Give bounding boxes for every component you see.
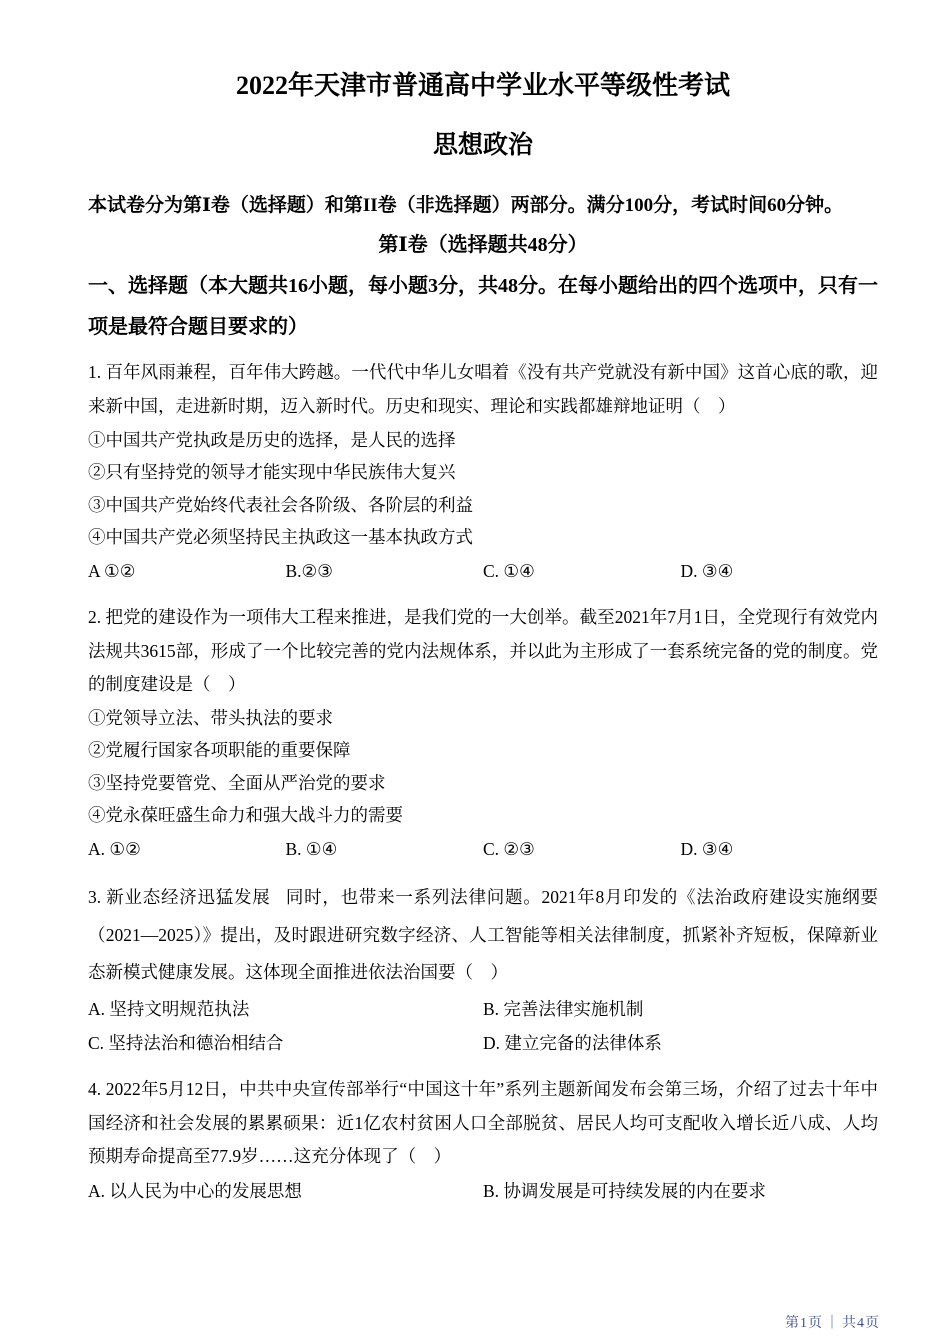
question-1-option-a: A ①② <box>88 560 136 581</box>
page-footer <box>785 1312 880 1332</box>
question-1-item-1: ①中国共产党执政是历史的选择，是人民的选择 <box>88 429 456 450</box>
question-1-item-4: ④中国共产党必须坚持民主执政这一基本执政方式 <box>88 527 473 548</box>
question-2-option-b: B. ①④ <box>285 838 338 859</box>
question-1-option-c: C. ①④ <box>483 560 535 581</box>
question-2-options <box>88 832 878 866</box>
question-3-stem: 3. 新业态经济迅猛发展 同时，也带来一系列法律问题。2021年8月印发的《法治政府建设实施纲要（2021—2025）》提出，及时跟进研究数字经济、人工智能等相关法律制度，抓紧补齐短板，保障新业态新模式健康发展。这体现全面推进依法治国要（ ） <box>88 887 878 983</box>
question-1-stem: 1. 百年风雨兼程，百年伟大跨越。一代代中华儿女唱着《没有共产党就没有新中国》这首心底的歌，迎来新中国，走进新时期，迈入新时代。历史和现实、理论和实践都雄辩地证明（ ） <box>88 362 878 417</box>
page-title: 2022年天津市普通高中学业水平等级性考试 <box>235 71 730 100</box>
question-1-option-b: B.②③ <box>285 560 333 581</box>
question-4-stem: 4. 2022年5月12日，中共中央宣传部举行“中国这十年”系列主题新闻发布会第三场，介绍了过去十年中国经济和社会发展的累累硕果：近1亿农村贫困人口全部脱贫、居民人均可支配收入增长近八成、人均预期寿命提高至77.9岁……这充分体现了（ ） <box>88 1079 878 1167</box>
question-1-option-d: D. ③④ <box>680 560 734 581</box>
question-1-options <box>88 554 878 588</box>
question-4-option-a: A. 以人民为中心的发展思想 <box>88 1180 302 1201</box>
question-2-item-1: ①党领导立法、带头执法的要求 <box>88 707 333 728</box>
question-4-option-b: B. 协调发展是可持续发展的内在要求 <box>483 1180 766 1201</box>
question-2 <box>88 601 878 866</box>
question-2-item-4: ④党永葆旺盛生命力和强大战斗力的需要 <box>88 805 403 826</box>
footer-page-number: 第1页 <box>785 1316 823 1331</box>
footer-separator: ｜ <box>825 1316 840 1331</box>
question-2-item-3: ③坚持党要管党、全面从严治党的要求 <box>88 772 386 793</box>
question-3-option-b: B. 完善法律实施机制 <box>483 998 644 1019</box>
question-2-option-d: D. ③④ <box>680 838 734 859</box>
section-instructions: 一、选择题（本大题共16小题，每小题3分，共48分。在每小题给出的四个选项中，只有一项是最符合题目要求的） <box>88 275 878 339</box>
question-3-options <box>88 992 878 1060</box>
footer-page-total: 共4页 <box>842 1316 880 1331</box>
question-3-option-c: C. 坚持法治和德治相结合 <box>88 1033 284 1054</box>
question-2-stem: 2. 把党的建设作为一项伟大工程来推进，是我们党的一大创举。截至2021年7月1日，全党现行有效党内法规共3615部，形成了一个比较完善的党内法规体系，并以此为主形成了一套系统完备的党的制度。党的制度建设是（ ） <box>88 606 878 695</box>
question-2-option-c: C. ②③ <box>483 838 535 859</box>
question-3-option-a: A. 坚持文明规范执法 <box>88 998 250 1019</box>
question-2-option-a: A. ①② <box>88 838 141 859</box>
question-1-item-2: ②只有坚持党的领导才能实现中华民族伟大复兴 <box>88 462 456 483</box>
question-4 <box>88 1073 878 1208</box>
question-1-item-3: ③中国共产党始终代表社会各阶级、各阶层的利益 <box>88 494 473 515</box>
question-2-item-2: ②党履行国家各项职能的重要保障 <box>88 740 351 761</box>
question-4-options <box>88 1174 878 1208</box>
exam-intro: 本试卷分为第Ⅰ卷（选择题）和第II卷（非选择题）两部分。满分100分，考试时间60分钟。 <box>88 195 844 217</box>
question-1 <box>88 356 878 588</box>
question-3-option-d: D. 建立完备的法律体系 <box>483 1033 662 1054</box>
section-header: 第Ⅰ卷（选择题共48分） <box>378 234 588 257</box>
question-3 <box>88 879 878 1060</box>
subject-title: 思想政治 <box>432 132 533 160</box>
